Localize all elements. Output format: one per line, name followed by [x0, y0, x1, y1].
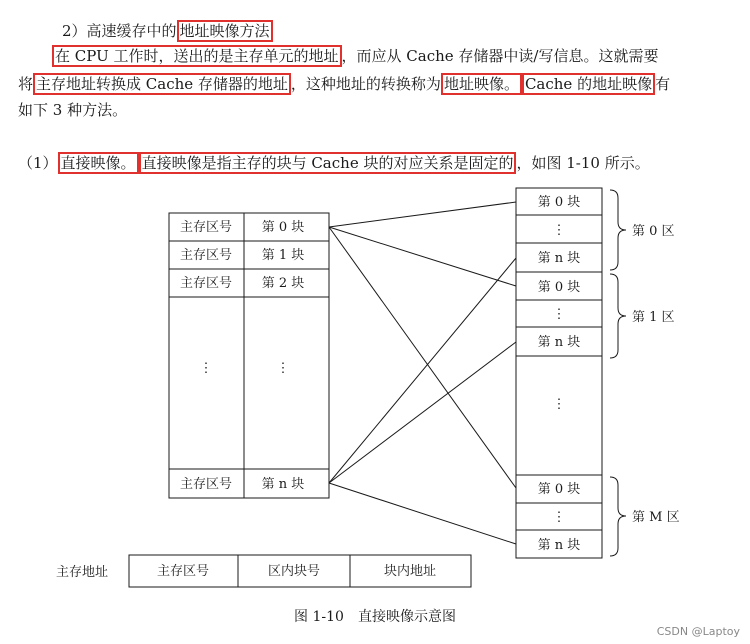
addr-field-offset: 块内地址: [383, 564, 437, 579]
cache-z0-dots: ⋮: [552, 223, 566, 238]
zone-brace: [610, 190, 626, 270]
map-line: [329, 483, 516, 544]
cache-zm-dots: ⋮: [552, 510, 566, 525]
direct-mapping-definition: 直接映像是指主存的块与 Cache 块的对应关系是固定的: [139, 152, 517, 174]
line1-rest: ，而应从 Cache 存储器中读/写信息。这就需要: [341, 47, 659, 65]
zone-brace: [610, 477, 626, 556]
zone-label-m: 第 M 区: [632, 510, 680, 525]
zone-label-0: 第 0 区: [632, 224, 675, 239]
figure-caption: 图 1-10 直接映像示意图: [294, 609, 456, 625]
map-line: [329, 202, 516, 227]
line2-start: 将: [18, 75, 34, 93]
cache-zm-bn: 第 n 块: [537, 538, 581, 553]
addr-field-block: 区内块号: [267, 564, 321, 579]
map-line: [329, 342, 516, 483]
line2-mid: ，这种地址的转换称为: [290, 75, 441, 93]
mm-block-0: 第 0 块: [261, 220, 305, 235]
address-convert-highlight: 主存地址转换成 Cache 存储器的地址: [33, 73, 291, 95]
mm-area-n: 主存区号: [179, 477, 233, 492]
map-line: [329, 227, 516, 286]
cache-zm-b0: 第 0 块: [537, 482, 581, 497]
mm-block-n: 第 n 块: [261, 477, 305, 492]
zone-label-1: 第 1 区: [632, 310, 675, 325]
cache-z1-b0: 第 0 块: [537, 280, 581, 295]
mm-area-dots: ⋮: [199, 361, 213, 376]
cpu-address-highlight: 在 CPU 工作时，送出的是主存单元的地址: [52, 45, 342, 67]
cache-middle-dots: ⋮: [552, 397, 566, 412]
direct-prefix: （1）: [18, 154, 58, 172]
line2-end: 有: [655, 75, 671, 93]
cache-z0-bn: 第 n 块: [537, 251, 581, 266]
cache-z1-bn: 第 n 块: [537, 335, 581, 350]
paragraph-line-3: 如下 3 种方法。: [18, 101, 128, 119]
mm-block-2: 第 2 块: [261, 276, 305, 291]
heading-highlight: 地址映像方法: [177, 20, 273, 42]
direct-mapping-title: 直接映像。: [58, 152, 139, 174]
cache-mapping-highlight: Cache 的地址映像: [522, 73, 655, 95]
address-mapping-highlight: 地址映像。: [441, 73, 522, 95]
cache-z0-b0: 第 0 块: [537, 195, 581, 210]
direct-rest: ，如图 1-10 所示。: [516, 154, 650, 172]
mm-area-1: 主存区号: [179, 248, 233, 263]
addr-field-area: 主存区号: [156, 564, 210, 579]
zone-brace: [610, 274, 626, 358]
address-format-label: 主存地址: [56, 565, 109, 580]
heading-prefix: 2）高速缓存中的: [62, 22, 177, 40]
mm-area-0: 主存区号: [179, 220, 233, 235]
mm-block-1: 第 1 块: [261, 248, 305, 263]
cache-z1-dots: ⋮: [552, 307, 566, 322]
watermark: CSDN @Laptoy: [656, 625, 740, 638]
mm-block-dots: ⋮: [276, 361, 290, 376]
mm-area-2: 主存区号: [179, 276, 233, 291]
